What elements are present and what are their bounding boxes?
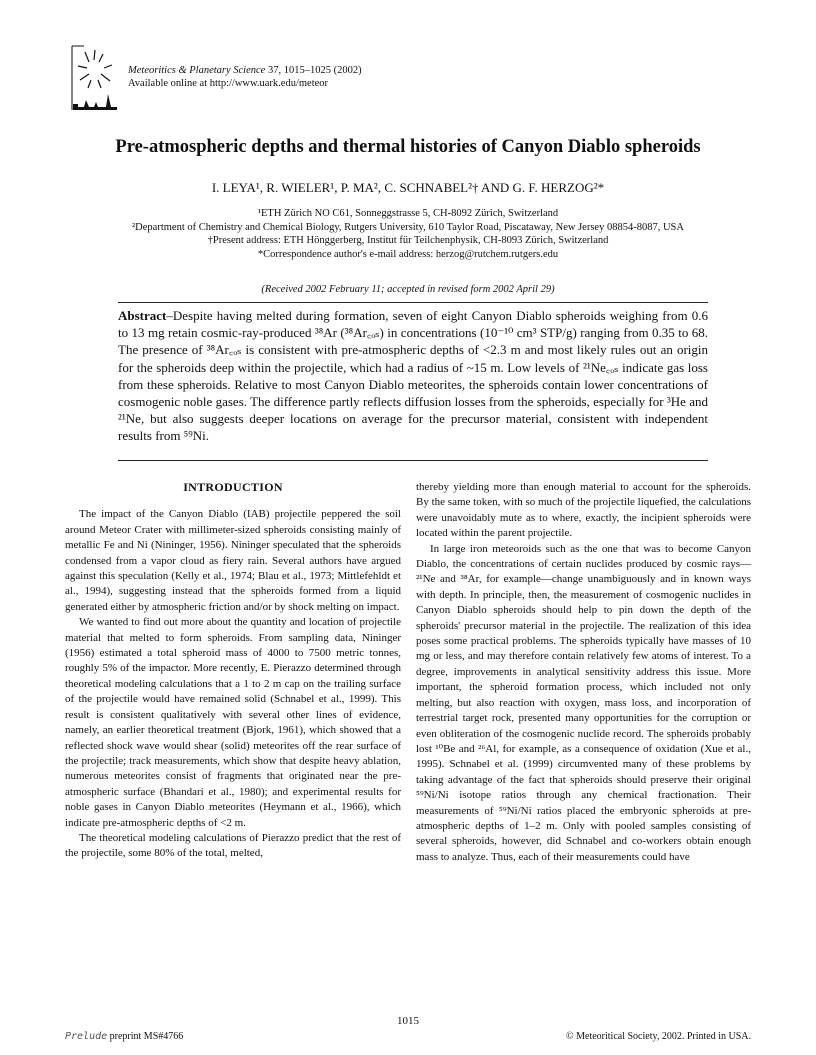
journal-name: Meteoritics & Planetary Science [128, 65, 266, 76]
author-list: I. LEYA¹, R. WIELER¹, P. MA², C. SCHNABEL²† AND G. F. HERZOG²* [211, 180, 605, 195]
paragraph: In large iron meteoroids such as the one that was to become Canyon Diablo, the concentrations of certain nuclides produced by cosmic rays—²¹Ne and ³⁸Ar, for example—change unambiguously and in known ways with depth. In principle, then, the measurement of cosmogenic nuclides in Canyon Diablo spheroids should help to pin down the depth of the spheroids' precursor material in the projectile. The realization of this idea poses some practical problems. The spheroids typically have masses of 10 mg or less, and may therefore contain relatively few atoms of interest. To a degree, improvements in analytical sensitivity address this issue. More important, the spheroid formation process, which included not only melting, but also reaction with oxygen, mass loss, and incorporation of terrestrial target rock, presented many opportunities for the corruption or even obliteration of the cosmogenic nuclide record. The spheroids probably lost ¹⁰Be and ²⁶Al, for example, as a consequence of oxidation (Xue et al., 1995). Schnabel et al. (1999) circumvented many of these problems by taking advantage of the fact that spheroids should preserve their original ⁵⁹Ni/Ni isotope ratios through any chemical fractionation. Their measurements of ⁵⁹Ni/Ni ratios placed the embryonic spheroids at pre-atmospheric depths of 1–2 m. Only with pooled samples consisting of several spheroids, however, did Schnabel and co-workers obtain enough mass to analyze. Thus, each of their measurements could have [416, 542, 751, 863]
journal-citation [128, 64, 362, 77]
preprint-footer [65, 1031, 183, 1042]
paper-title: Pre-atmospheric depths and thermal histories of Canyon Diablo spheroids [115, 137, 701, 157]
preprint-id: preprint MS#4766 [107, 1031, 184, 1042]
received-dates: (Received 2002 February 11; accepted in revised form 2002 April 29) [261, 284, 555, 295]
abstract-text: –Despite having melted during formation, seven of eight Canyon Diablo spheroids weighing from 0.6 to 13 mg retain cosmic-ray-produced ³⁸Ar (³⁸Ar꜀ₒₛ) in concentrations (10⁻¹⁰ cm³ STP/g) ranging from 0.35 to 68. The presence of ³⁸Ar꜀ₒₛ is consistent with pre-atmospheric depths of <2.3 m and most likely rules out an origin for the spheroids deep within the projectile, which had a radius of ~15 m. Low levels of ²¹Ne꜀ₒₛ indicate gas loss from these spheroids. Relative to most Canyon Diablo meteorites, the spheroids contain lower concentrations of cosmogenic noble gases. The difference partly reflects diffusion losses from the spheroids, especially for ³He and ²¹Ne, but also suggests deeper locations on average for the precursor material, consistent with independent results from ⁵⁹Ni. [118, 308, 708, 444]
correspondence-email: *Correspondence author's e-mail address: herzog@rutchem.rutgers.edu [257, 248, 559, 260]
paragraph: The theoretical modeling calculations of Pierazzo predict that the rest of the projectile, some 80% of the total, melted, [65, 831, 401, 860]
affiliation-present-address: †Present address: ETH Hönggerberg, Institut für Teilchenphysik, CH-8093 Zürich, Switzerland [207, 235, 609, 246]
affiliation-2: ²Department of Chemistry and Chemical Biology, Rutgers University, 610 Taylor Road, Piscataway, New Jersey 08854-8087, USA [132, 221, 684, 233]
copyright-footer: © Meteoritical Society, 2002. Printed in USA. [566, 1031, 751, 1042]
journal-header [128, 64, 362, 90]
journal-logo [70, 44, 120, 112]
abstract-label: Abstract [118, 308, 167, 323]
abstract-bottom-rule [118, 460, 708, 461]
paragraph: We wanted to find out more about the quantity and location of projectile material that melted to form spheroids. From sampling data, Nininger (1956) estimated a total spheroid mass of 4000 to 7500 metric tonnes, roughly 5% of the impactor. More recently, E. Pierazzo determined through theoretical modeling calculations that a 1 to 2 m cap on the trailing surface of the projectile would have remained solid (Schnabel et al., 1999). This result is consistent qualitatively with several other lines of evidence, namely, an earlier theoretical treatment (Bjork, 1961), which showed that a reflected shock wave would shear (solid) meteorites off the rear surface of the projectile; track measurements, which show that despite heavy ablation, numerous meteorites consist of fragments that originated near the pre-atmospheric surface (Bhandari et al., 1980); and experimental results for noble gases in Canyon Diablo meteorites (Heymann et al., 1966), which indicate pre-atmospheric depths of <2 m. [65, 616, 401, 829]
left-column [65, 480, 401, 862]
abstract [118, 307, 708, 445]
affiliation-1: ¹ETH Zürich NO C61, Sonneggstrasse 5, CH-8092 Zürich, Switzerland [257, 208, 559, 219]
affiliations [0, 207, 816, 261]
section-heading-introduction: INTRODUCTION [183, 480, 283, 494]
abstract-top-rule [118, 302, 708, 303]
page-number: 1015 [397, 1015, 419, 1027]
paragraph: The impact of the Canyon Diablo (IAB) projectile peppered the soil around Meteor Crater with millimeter-sized spheroids consisting mainly of metallic Fe and Ni (Nininger, 1956). Nininger speculated that the spheroids condensed from a vapor cloud as fiery rain. Several authors have argued against this speculation (Kelly et al., 1974; Blau et al., 1973; Mittlefehldt et al., 1994), suggesting instead that the spheroids formed from a liquid generated either by atmospheric friction and/or by shock melting on impact. [65, 508, 401, 613]
journal-availability: Available online at http://www.uark.edu/meteor [128, 78, 329, 89]
right-column [416, 480, 751, 865]
prelude-mark: Prelude [65, 1031, 108, 1042]
journal-issue: 37, 1015–1025 (2002) [265, 65, 362, 76]
paragraph: thereby yielding more than enough material to account for the spheroids. By the same token, with so much of the projectile liquefied, the calculations were unavoidably mute as to where, exactly, the incipient spheroids were located within the parent projectile. [416, 481, 751, 540]
